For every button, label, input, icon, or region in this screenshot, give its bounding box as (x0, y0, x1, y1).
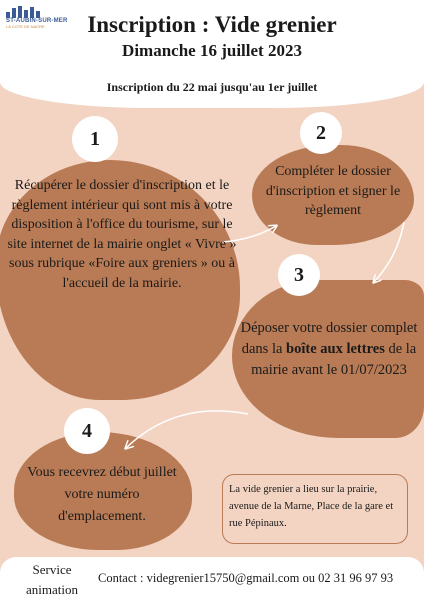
location-note: La vide grenier a lieu sur la prairie, avenue de la Marne, Place de la gare et rue Pépinaux. (222, 474, 408, 544)
step-3-text (234, 318, 424, 381)
registration-period: Inscription du 22 mai jusqu'au 1er juillet (106, 80, 318, 94)
step-4-number: 4 (64, 408, 110, 454)
service-label: Service animation (26, 562, 78, 597)
step-2-text: Compléter le dossier d'inscription et signer le règlement (265, 164, 401, 218)
page-title: Inscription : Vide grenier (87, 12, 337, 37)
step-3-text-after: de la mairie avant le 01/07/2023 (251, 341, 417, 378)
step-1-text: Récupérer le dossier d'inscription et le règlement intérieur qui sont mis à votre disposition à l'office du tourisme, sur le site internet de la mairie onglet « Vivre » sous rubrique «Foire aux greniers » ou à l'accueil de la mairie. (7, 178, 237, 291)
step-2-number: 2 (300, 112, 342, 154)
contact-line: Contact : videgrenier15750@gmail.com ou 02 31 96 97 93 (98, 571, 394, 585)
event-date: Dimanche 16 juillet 2023 (122, 41, 302, 60)
step-4-text: Vous recevrez début juillet votre numéro d'emplacement. (27, 465, 177, 524)
step-3-text-bold: boîte aux lettres (286, 341, 385, 357)
step-3-number: 3 (278, 254, 320, 296)
step-1-number: 1 (72, 116, 118, 162)
step-3-text-before: Déposer votre dossier complet dans la (240, 320, 418, 357)
logo-tagline: LA COTE DE NACRE (6, 24, 45, 29)
logo-name: ST-AUBIN-SUR-MER (6, 18, 68, 24)
